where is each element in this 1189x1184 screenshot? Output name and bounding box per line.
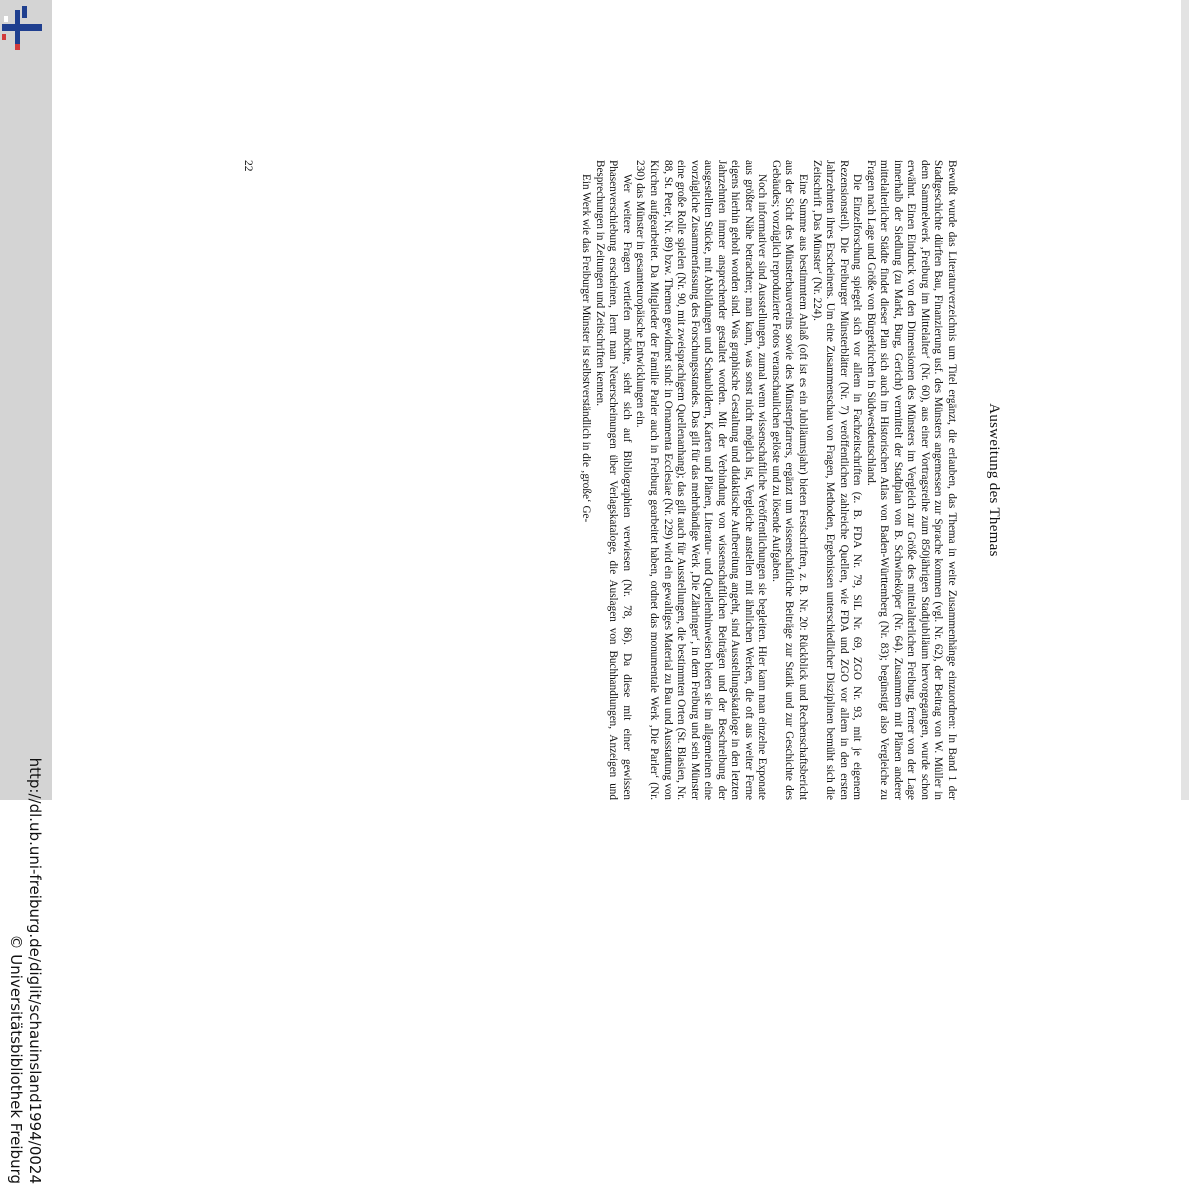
paragraph: Noch informativer sind Ausstellungen, zumal wenn wissenschaftliche Veröffentlichungen sie begleiten. Hier kann man einzelne Exponate aus größter Nähe betrachten; man kann, was sonst nicht möglich ist, Vergleiche anstellen mit ähnlichen Werken, die oft aus weiter Ferne eigens hierhin geholt worden sind. Was graphische Gestaltung und didaktische Aufbereitung angeht, sind Ausstellungskataloge in den letzten Jahrzehnten immer ansprechender gestaltet worden. Mit der Verbindung von wissenschaftlichen Beiträgen und der Beschreibung der ausgestellten Stücke, mit Abbildungen und Schaubildern, Karten und Plänen, Literatur- und Quellenhinweisen bieten sie im allgemeinen eine vorzügliche Zusammenfassung des Forschungsstandes. Das gilt für das mehrbändige Werk ‚Die Zähringer‘, in dem Freiburg und sein Münster eine große Rolle spielen (Nr. 90, mit zweisprachigem Quellenanhang); das gilt auch für Ausstellungen, die bestimmten Orten (St. Blasien, Nr. 88, St. Peter, Nr. 89) bzw. Themen gewidmet sind: in Ornamenta Ecclesiae (Nr. 229) wird ein gewaltiges Material zu Bau und Ausstattung von Kirchen aufgearbeitet. Da Mitglieder der Familie Parler auch in Freiburg gearbeitet haben, ordnet das monumentale Werk ‚Die Parler‘ (Nr. 230) das Münster in gesamteuropäische Entwicklungen ein. <box>634 160 769 800</box>
paragraph: Eine Summe aus bestimmtem Anlaß (oft ist es ein Jubiläumsjahr) bieten Festschriften, z. B. Nr. 20: Rückblick und Rechenschaftsbericht aus der Sicht des Münsterbauvereins sowie des Münsterpfarrers, ergänzt um wissenschaftliche Beiträge zur Statik und zur Geschichte des Gebäudes; vorzüglich reproduzierte Fotos veranschaulichen gelöste und zu lösende Aufgaben. <box>769 160 809 800</box>
page-body <box>579 160 958 800</box>
document-url-text[interactable]: http://dl.ub.uni-freiburg.de/diglit/schauinsland1994/0024 <box>26 757 44 1184</box>
viewer-right-edge <box>1181 0 1189 800</box>
viewer-sidebar <box>0 0 52 1184</box>
paragraph: Bewußt wurde das Literaturverzeichnis um Titel ergänzt, die erlauben, das Thema in weite Zusammenhänge einzuordnen: In Band 1 der Stadtgeschichte dürften Bau, Finanzierung usf. des Münsters angemessen zur Sprache kommen (vgl. Nr. 62), der Beitrag von W. Müller in dem Sammelwerk ‚Freiburg im Mittelalter‘ (Nr. 60), aus einer Vortragsreihe zum 850jährigen Stadtjubiläum hervorgegangen, wurde schon erwähnt. Einen Eindruck von den Dimensionen des Münsters im Vergleich zur Größe des mittelalterlichen Freiburg, ferner von der Lage innerhalb der Siedlung (zu Markt, Burg, Gericht) vermittelt der Stadtplan von B. Schwineköper (Nr. 64). Zusammen mit Plänen anderer mittelalterlicher Städte findet dieser Plan sich auch im Historischen Atlas von Baden-Württemberg (Nr. 83); begünstigt also Vergleiche zu Fragen nach Lage und Größe von Bürgerkirchen in Südwestdeutschland. <box>864 160 958 800</box>
paragraph: Ein Werk wie das Freiburger Münster ist selbstverständlich in die ‚große‘ Ge- <box>580 174 593 523</box>
sidebar-credits <box>0 384 44 1184</box>
running-header: Ausweitung des Themas <box>986 403 1002 557</box>
paragraph: Wer weitere Fragen vertiefen möchte, sieht sich auf Bibliographien verwiesen (Nr. 78, 86). Da diese mit einer gewissen Phasenverschiebung erscheinen, lernt man Neuerscheinungen über Verlagskataloge, die Auslagen von Buchhandlungen, Anzeigen und Besprechungen in Zeitungen und Zeitschriften kennen. <box>593 160 633 800</box>
paragraph: Die Einzelforschung spiegelt sich vor allem in Fachzeitschriften (z. B. FDA Nr. 79, SiL Nr. 69, ZGO Nr. 93, mit je eigenem Rezensionsteil). Die Freiburger Münsterblätter (Nr. 7) veröffentlichen zahlreiche Quellen, wie FDA und ZGO vor allem in den ersten Jahrzehnten ihres Erscheinens. Um eine Zusammenschau von Fragen, Methoden, Ergebnissen unterschiedlicher Disziplinen bemüht sich die Zeitschrift ‚Das Münster‘ (Nr. 224). <box>810 160 864 800</box>
university-logo-icon <box>2 6 46 50</box>
scanned-page <box>240 160 1000 800</box>
copyright-text: © Universitätsbibliothek Freiburg <box>7 934 25 1184</box>
page-number: 22 <box>242 160 254 172</box>
